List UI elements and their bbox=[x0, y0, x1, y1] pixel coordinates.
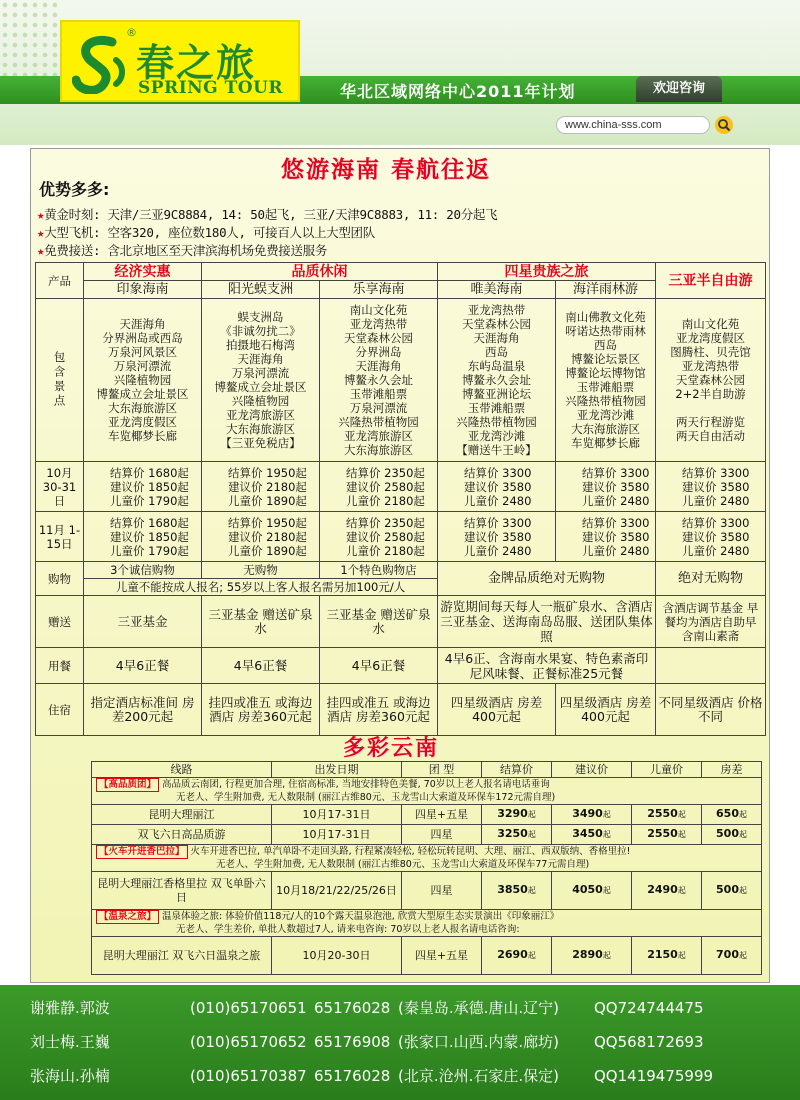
spots-cell bbox=[656, 299, 766, 462]
spot-item: 东屿岛温泉 bbox=[467, 359, 526, 373]
price-line: 儿童价 2480 bbox=[682, 543, 750, 558]
spot-item: 兴隆热带植物园 bbox=[456, 415, 537, 429]
spot-item: 大东海旅游区 bbox=[344, 443, 413, 457]
group-desc: 【温泉之旅】 温泉体验之旅: 体验价值118元/人的10个露天温泉泡池, 欣赏大型原生态实景演出《印象丽江》 无老人、学生差价, 单批人数超过7人, 请来电咨询: 70岁以上老人报名请电话咨询: bbox=[92, 910, 762, 937]
category-quality: 品质休闲 bbox=[202, 263, 438, 281]
col-header: 结算价 bbox=[482, 762, 552, 778]
spot-item: 大东海旅游区 bbox=[571, 422, 640, 436]
spot-item: 博鳌论坛博物馆 bbox=[565, 366, 646, 380]
hotel-cell: 挂四或准五 或海边酒店 房差360元起 bbox=[202, 684, 320, 736]
product-name: 海洋雨林游 bbox=[556, 281, 656, 299]
price-line: 结算价 2350起 bbox=[346, 515, 425, 530]
contact-row bbox=[30, 997, 704, 1018]
price-cell bbox=[556, 462, 656, 512]
contact-phone[interactable]: (010)65170387 bbox=[190, 1067, 307, 1085]
spot-item: 分界洲岛或西岛 bbox=[102, 331, 183, 345]
contact-area: (北京.沧州.石家庄.保定) bbox=[398, 1067, 560, 1085]
spot-item: 亚龙湾热带 bbox=[349, 317, 408, 331]
child-price: 2550起 bbox=[632, 825, 702, 845]
spot-item bbox=[658, 401, 763, 415]
spot-item: 万泉河漂流 bbox=[113, 359, 172, 373]
price-line: 结算价 3300 bbox=[682, 515, 750, 530]
suggest-price: 3450起 bbox=[552, 825, 632, 845]
price-line: 儿童价 2480 bbox=[582, 543, 650, 558]
hotel-cell: 指定酒店标准间 房差200元起 bbox=[84, 684, 202, 736]
price-line: 儿童价 2480 bbox=[464, 493, 532, 508]
yunnan-title: 多彩云南 bbox=[343, 735, 440, 761]
spot-item: 亚龙湾度假区 bbox=[676, 331, 745, 345]
contact-qq[interactable]: QQ568172693 bbox=[594, 1033, 704, 1051]
contact-qq[interactable]: QQ724744475 bbox=[594, 999, 704, 1017]
contact-footer bbox=[0, 985, 800, 1100]
row-label-meals: 用餐 bbox=[36, 648, 84, 684]
spot-item: 博鳌永久会址 bbox=[462, 373, 531, 387]
spot-item: 【赠送牛王岭】 bbox=[456, 443, 537, 457]
spots-cell bbox=[320, 299, 438, 462]
spot-item: 亚龙湾热带 bbox=[681, 359, 740, 373]
main-panel bbox=[30, 148, 770, 983]
contact-phone[interactable]: 65176028 bbox=[314, 1067, 391, 1085]
contact-row bbox=[30, 1031, 704, 1052]
shopping-cell: 3个诚信购物 bbox=[84, 562, 202, 579]
search-icon[interactable] bbox=[714, 115, 734, 135]
spot-item: 【三亚免税店】 bbox=[220, 436, 301, 450]
room-diff: 500起 bbox=[702, 872, 762, 910]
meals-cell bbox=[656, 648, 766, 684]
hotel-cell: 四星级酒店 房差400元起 bbox=[438, 684, 556, 736]
meals-cell: 4早6正餐 bbox=[202, 648, 320, 684]
spot-item: 博鳌成立会址景区 bbox=[96, 387, 189, 401]
category-economy: 经济实惠 bbox=[84, 263, 202, 281]
price-line: 结算价 1680起 bbox=[110, 515, 189, 530]
spot-item: 两天自由活动 bbox=[676, 429, 745, 443]
spot-item: 博鳌成立会址景区 bbox=[214, 380, 307, 394]
spot-item: 玉带滩船票 bbox=[576, 380, 635, 394]
shopping-cell: 金牌品质绝对无购物 bbox=[438, 562, 656, 596]
route-cell: 昆明大理丽江香格里拉 双飞单卧六日 bbox=[92, 872, 272, 910]
spot-item: 西岛 bbox=[594, 338, 617, 352]
gift-cell: 三亚基金 赠送矿泉水 bbox=[320, 596, 438, 648]
price-line: 建议价 2580起 bbox=[346, 529, 425, 544]
price-line: 结算价 2350起 bbox=[346, 465, 425, 480]
meals-cell: 4早6正、含海南水果宴、特色素斋印尼风味餐、正餐标准25元餐 bbox=[438, 648, 656, 684]
row-label-period1: 10月 30-31 日 bbox=[36, 462, 84, 512]
spot-item: 车览椰梦长廊 bbox=[571, 436, 640, 450]
gift-cell: 三亚基金 bbox=[84, 596, 202, 648]
room-diff: 500起 bbox=[702, 825, 762, 845]
spot-item: 图腾柱、贝壳馆 bbox=[670, 345, 751, 359]
spot-item: 拍摄地石梅湾 bbox=[226, 338, 295, 352]
advantage-line: ★大型飞机: 空客320, 座位数180人, 可接百人以上大型团队 bbox=[37, 225, 375, 240]
hotel-cell: 四星级酒店 房差400元起 bbox=[556, 684, 656, 736]
contact-area: (张家口.山西.内蒙.廊坊) bbox=[398, 1033, 560, 1051]
spot-item: 车览椰梦长廊 bbox=[108, 429, 177, 443]
meals-cell: 4早6正餐 bbox=[320, 648, 438, 684]
category-semi-free: 三亚半自由游 bbox=[656, 263, 766, 299]
spot-item: 南山文化苑 bbox=[681, 317, 740, 331]
contact-phone[interactable]: 65176028 bbox=[314, 999, 391, 1017]
spot-item: 天涯海角 bbox=[473, 331, 520, 345]
price-cell bbox=[438, 462, 556, 512]
contact-name: 谢雅静.郭波 bbox=[30, 999, 110, 1017]
row-label-spots: 包含景点 bbox=[36, 299, 84, 462]
price-line: 建议价 1850起 bbox=[110, 529, 189, 544]
spot-item: 博鳌论坛景区 bbox=[571, 352, 640, 366]
room-diff: 650起 bbox=[702, 805, 762, 825]
price-line: 儿童价 2480 bbox=[464, 543, 532, 558]
gift-cell: 含酒店调节基金 早餐均为酒店自助早 含南山素斋 bbox=[656, 596, 766, 648]
website-url[interactable]: www.china-sss.com bbox=[556, 116, 710, 134]
yunnan-table bbox=[91, 761, 762, 975]
child-price: 2550起 bbox=[632, 805, 702, 825]
settle-price: 3290起 bbox=[482, 805, 552, 825]
spot-item: 兴隆热带植物园 bbox=[338, 415, 419, 429]
hotel-cell: 挂四或准五 或海边酒店 房差360元起 bbox=[320, 684, 438, 736]
route-cell: 昆明大理丽江 双飞六日温泉之旅 bbox=[92, 937, 272, 975]
product-name: 印象海南 bbox=[84, 281, 202, 299]
child-price: 2150起 bbox=[632, 937, 702, 975]
shopping-cell: 绝对无购物 bbox=[656, 562, 766, 596]
price-cell bbox=[656, 462, 766, 512]
col-header: 房差 bbox=[702, 762, 762, 778]
date-cell: 10月18/21/22/25/26日 bbox=[272, 872, 402, 910]
price-line: 结算价 3300 bbox=[464, 465, 532, 480]
price-line: 建议价 3580 bbox=[582, 529, 650, 544]
row-label-hotel: 住宿 bbox=[36, 684, 84, 736]
type-cell: 四星+五星 bbox=[402, 805, 482, 825]
gift-cell: 三亚基金 赠送矿泉水 bbox=[202, 596, 320, 648]
row-label-shopping: 购物 bbox=[36, 562, 84, 596]
spot-item: 亚龙湾度假区 bbox=[108, 415, 177, 429]
registered-mark: ® bbox=[126, 26, 137, 39]
header bbox=[0, 0, 800, 145]
price-line: 儿童价 1890起 bbox=[228, 493, 307, 508]
spot-item: 博鳌亚洲论坛 bbox=[462, 387, 531, 401]
price-line: 结算价 1950起 bbox=[228, 465, 307, 480]
product-name: 乐享海南 bbox=[320, 281, 438, 299]
spot-item: 万泉河漂流 bbox=[231, 366, 290, 380]
spot-item: 天涯海角 bbox=[237, 352, 284, 366]
spots-cell bbox=[556, 299, 656, 462]
col-header: 建议价 bbox=[552, 762, 632, 778]
price-cell bbox=[202, 512, 320, 562]
advantage-line: ★免费接送: 含北京地区至天津滨海机场免费接送服务 bbox=[37, 243, 328, 258]
spots-cell bbox=[202, 299, 320, 462]
suggest-price: 3490起 bbox=[552, 805, 632, 825]
meals-cell: 4早6正餐 bbox=[84, 648, 202, 684]
spot-item: 2+2半自助游 bbox=[675, 387, 746, 401]
spot-item: 玉带滩船票 bbox=[349, 387, 408, 401]
shopping-cell: 无购物 bbox=[202, 562, 320, 579]
spot-item: 天涯海角 bbox=[119, 317, 166, 331]
route-cell: 昆明大理丽江 bbox=[92, 805, 272, 825]
advantages-title: 优势多多: bbox=[39, 180, 110, 199]
contact-area: (秦皇岛.承德.唐山.辽宁) bbox=[398, 999, 560, 1017]
col-header: 儿童价 bbox=[632, 762, 702, 778]
price-line: 结算价 3300 bbox=[582, 515, 650, 530]
col-header: 线路 bbox=[92, 762, 272, 778]
group-desc: 【火车开进香巴拉】 火车开进香巴拉, 单汽单卧不走回头路, 行程紧凑轻松, 轻松玩转昆明、大理、丽江、西双版纳、香格里拉! 无老人、学生附加费, 无人数限制 (丽江古维80元、玉龙雪山大索道及环保车77元需自理) bbox=[92, 845, 762, 872]
price-cell bbox=[320, 512, 438, 562]
col-header: 出发日期 bbox=[272, 762, 402, 778]
spot-item: 兴隆植物园 bbox=[231, 394, 290, 408]
type-cell: 四星 bbox=[402, 825, 482, 845]
spot-item: 天堂森林公园 bbox=[344, 331, 413, 345]
contact-phone[interactable]: (010)65170652 bbox=[190, 1033, 307, 1051]
spot-item: 呀诺达热带雨林 bbox=[565, 324, 646, 338]
spring-tour-logo-icon bbox=[72, 34, 130, 94]
price-line: 儿童价 2180起 bbox=[346, 493, 425, 508]
route-cell: 双飞六日高品质游 bbox=[92, 825, 272, 845]
spot-item: 亚龙湾沙滩 bbox=[576, 408, 635, 422]
suggest-price: 2890起 bbox=[552, 937, 632, 975]
spot-item: 大东海旅游区 bbox=[108, 401, 177, 415]
type-cell: 四星 bbox=[402, 872, 482, 910]
price-line: 结算价 1950起 bbox=[228, 515, 307, 530]
brand-name-cn: 春之旅 bbox=[136, 40, 257, 85]
price-line: 建议价 1850起 bbox=[110, 479, 189, 494]
spot-item: 南山佛教文化苑 bbox=[565, 310, 646, 324]
settle-price: 3850起 bbox=[482, 872, 552, 910]
spot-item: 亚龙湾旅游区 bbox=[344, 429, 413, 443]
shopping-note: 儿童不能按成人报名; 55岁以上客人报名需另加100元/人 bbox=[84, 579, 438, 596]
spot-item: 大东海旅游区 bbox=[226, 422, 295, 436]
brand-name-en: SPRING TOUR bbox=[138, 78, 284, 98]
price-line: 儿童价 1790起 bbox=[110, 493, 189, 508]
spot-item: 天堂森林公园 bbox=[462, 317, 531, 331]
product-name: 唯美海南 bbox=[438, 281, 556, 299]
contact-name: 刘士梅.王巍 bbox=[30, 1033, 110, 1051]
contact-qq[interactable]: QQ1419475999 bbox=[594, 1067, 714, 1085]
group-desc: 【高品质团】 高品质云南团, 行程更加合理, 住宿高标准, 当地安排特色美餐, 70岁以上老人报名请电话垂询 无老人、学生附加费, 无人数限制 (丽江古维80元、玉龙雪山大索道及环保车172元需自理) bbox=[92, 778, 762, 805]
spot-item: 博鳌永久会址 bbox=[344, 373, 413, 387]
spot-item: 分界洲岛 bbox=[355, 345, 402, 359]
price-line: 儿童价 1790起 bbox=[110, 543, 189, 558]
contact-phone[interactable]: (010)65170651 bbox=[190, 999, 307, 1017]
spot-item: 兴隆植物园 bbox=[113, 373, 172, 387]
contact-row bbox=[30, 1065, 713, 1086]
spot-item: 亚龙湾沙滩 bbox=[467, 429, 526, 443]
price-cell bbox=[320, 462, 438, 512]
row-label-product: 产品 bbox=[36, 263, 84, 299]
contact-name: 张海山.孙楠 bbox=[30, 1067, 110, 1085]
spot-item: 万泉河漂流 bbox=[349, 401, 408, 415]
advantage-line: ★黄金时刻: 天津/三亚9C8884, 14: 50起飞, 三亚/天津9C8883, 11: 20分起飞 bbox=[37, 207, 498, 222]
price-line: 建议价 3580 bbox=[682, 479, 750, 494]
spot-item: 亚龙湾旅游区 bbox=[226, 408, 295, 422]
room-diff: 700起 bbox=[702, 937, 762, 975]
spot-item: 西岛 bbox=[485, 345, 508, 359]
price-cell bbox=[84, 512, 202, 562]
price-line: 建议价 3580 bbox=[464, 479, 532, 494]
spot-item: 万泉河风景区 bbox=[108, 345, 177, 359]
category-four-star: 四星贵族之旅 bbox=[438, 263, 656, 281]
row-label-period2: 11月 1-15日 bbox=[36, 512, 84, 562]
price-line: 建议价 3580 bbox=[582, 479, 650, 494]
hainan-title: 悠游海南 春航往返 bbox=[281, 156, 492, 183]
spot-item: 亚龙湾热带 bbox=[467, 303, 526, 317]
type-cell: 四星+五星 bbox=[402, 937, 482, 975]
row-label-gift: 赠送 bbox=[36, 596, 84, 648]
price-line: 结算价 3300 bbox=[682, 465, 750, 480]
price-line: 结算价 3300 bbox=[464, 515, 532, 530]
spot-item: 天堂森林公园 bbox=[676, 373, 745, 387]
spot-item: 两天行程游览 bbox=[676, 415, 745, 429]
spots-cell bbox=[84, 299, 202, 462]
settle-price: 3250起 bbox=[482, 825, 552, 845]
price-line: 建议价 2180起 bbox=[228, 479, 307, 494]
child-price: 2490起 bbox=[632, 872, 702, 910]
price-line: 儿童价 2480 bbox=[582, 493, 650, 508]
hotel-cell: 不同星级酒店 价格不同 bbox=[656, 684, 766, 736]
spot-item: 天涯海角 bbox=[355, 359, 402, 373]
date-cell: 10月17-31日 bbox=[272, 805, 402, 825]
suggest-price: 4050起 bbox=[552, 872, 632, 910]
price-line: 建议价 2580起 bbox=[346, 479, 425, 494]
price-cell bbox=[84, 462, 202, 512]
hainan-table bbox=[35, 262, 766, 736]
contact-phone[interactable]: 65176908 bbox=[314, 1033, 391, 1051]
price-line: 结算价 1680起 bbox=[110, 465, 189, 480]
price-cell bbox=[656, 512, 766, 562]
settle-price: 2690起 bbox=[482, 937, 552, 975]
price-line: 建议价 3580 bbox=[464, 529, 532, 544]
consult-button[interactable]: 欢迎咨询 bbox=[636, 76, 722, 102]
spot-item: 《非诚勿扰二》 bbox=[220, 324, 301, 338]
price-line: 建议价 3580 bbox=[682, 529, 750, 544]
price-line: 建议价 2180起 bbox=[228, 529, 307, 544]
gift-cell: 游览期间每天每人一瓶矿泉水、含酒店三亚基金、送海南岛岛服、送团队集体照 bbox=[438, 596, 656, 648]
price-line: 儿童价 2480 bbox=[682, 493, 750, 508]
brand-logo[interactable] bbox=[60, 20, 300, 102]
price-cell bbox=[556, 512, 656, 562]
date-cell: 10月17-31日 bbox=[272, 825, 402, 845]
spot-item: 蜈支洲岛 bbox=[237, 310, 284, 324]
price-cell bbox=[202, 462, 320, 512]
plan-title: 华北区域网络中心2011年计划 bbox=[340, 82, 576, 101]
date-cell: 10月20-30日 bbox=[272, 937, 402, 975]
product-name: 阳光蜈支洲 bbox=[202, 281, 320, 299]
price-cell bbox=[438, 512, 556, 562]
spot-item: 兴隆热带植物园 bbox=[565, 394, 646, 408]
shopping-cell: 1个特色购物店 bbox=[320, 562, 438, 579]
price-line: 儿童价 1890起 bbox=[228, 543, 307, 558]
spot-item: 玉带滩船票 bbox=[467, 401, 526, 415]
spots-cell bbox=[438, 299, 556, 462]
price-line: 儿童价 2180起 bbox=[346, 543, 425, 558]
col-header: 团 型 bbox=[402, 762, 482, 778]
spot-item: 南山文化苑 bbox=[349, 303, 408, 317]
price-line: 结算价 3300 bbox=[582, 465, 650, 480]
